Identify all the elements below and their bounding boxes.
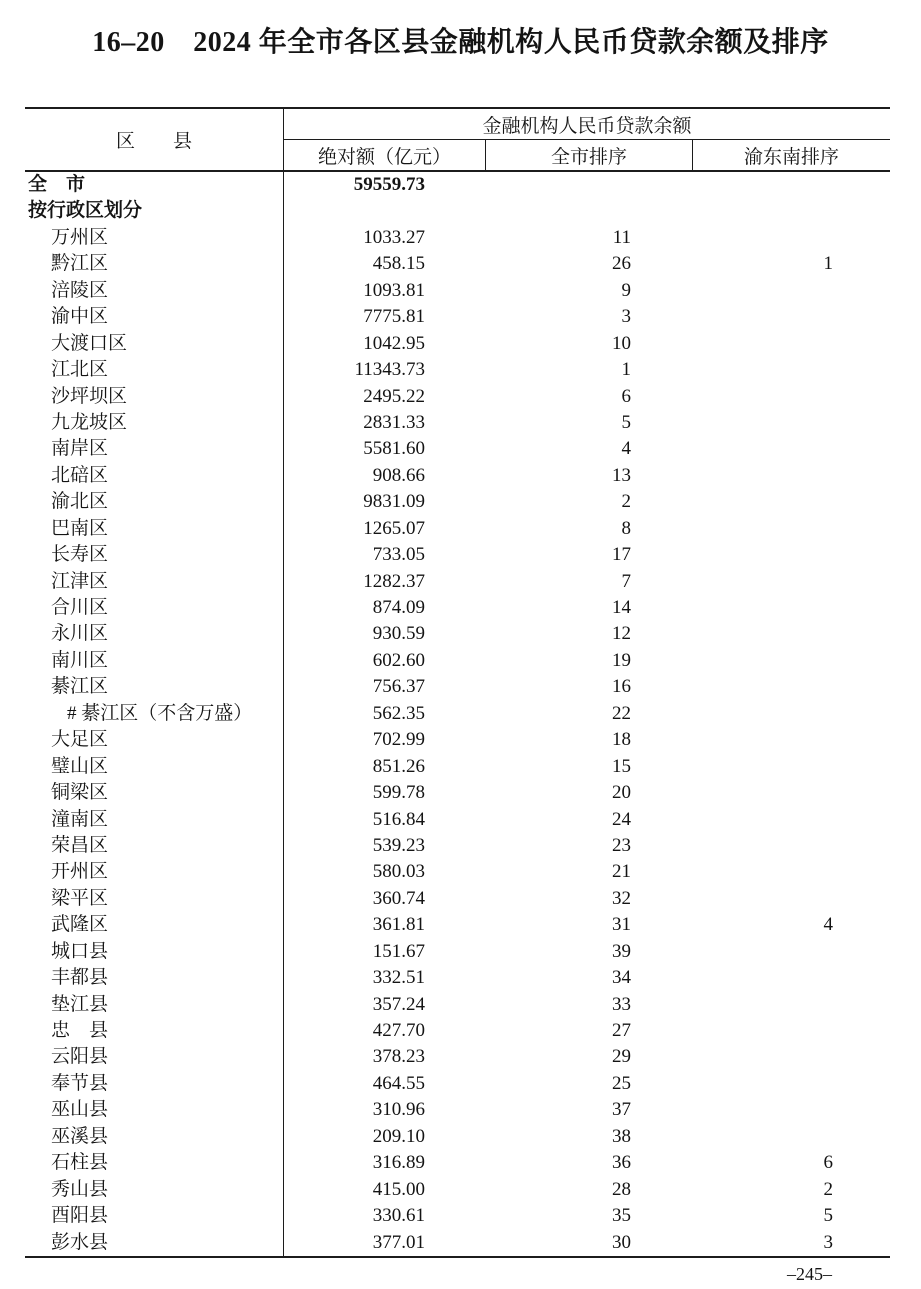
southeast-rank [693,886,890,912]
region-name: # 綦江区（不含万盛） [25,701,284,727]
citywide-rank: 27 [612,1020,631,1041]
southeast-rank [693,992,890,1018]
citywide-rank: 4 [621,438,631,460]
table-row [25,1044,890,1070]
table-row [25,595,890,621]
absolute-amount: 702.99 [372,729,425,751]
table-row [25,992,890,1018]
absolute-amount: 59559.73 [353,174,425,195]
absolute-amount: 5581.60 [363,438,425,460]
southeast-rank [693,463,890,489]
absolute-amount: 599.78 [372,782,425,804]
table-row [25,1097,890,1123]
southeast-rank [693,569,890,595]
absolute-amount: 602.60 [372,649,425,671]
southeast-rank [693,410,890,436]
region-name: 九龙坡区 [25,410,284,436]
table-row [25,489,890,515]
table-row [25,780,890,806]
absolute-amount: 562.35 [372,702,425,724]
table-row [25,357,890,383]
citywide-rank: 16 [612,676,631,698]
table-row [25,1230,890,1256]
citywide-rank: 10 [612,332,631,354]
region-name: 铜梁区 [25,780,284,806]
table-row [25,859,890,885]
region-name: 开州区 [25,859,284,885]
region-name: 酉阳县 [25,1203,284,1229]
table-row [25,198,890,224]
citywide-rank: 30 [612,1231,631,1253]
table-row [25,172,890,198]
southeast-rank [693,807,890,833]
citywide-rank: 2 [621,491,631,513]
citywide-rank: 35 [612,1205,631,1227]
region-name: 渝中区 [25,304,284,330]
southeast-rank [693,1018,890,1044]
southeast-rank: 1 [823,253,833,275]
southeast-rank [693,674,890,700]
southeast-rank [693,384,890,410]
southeast-rank [693,172,890,198]
table-row [25,701,890,727]
header-citywide-rank: 全市排序 [486,140,693,170]
absolute-amount: 539.23 [372,834,425,856]
absolute-amount: 874.09 [372,597,425,618]
southeast-rank [693,780,890,806]
region-name: 合川区 [25,595,284,621]
citywide-rank: 31 [612,914,631,936]
citywide-rank: 36 [612,1152,631,1174]
absolute-amount: 464.55 [372,1072,425,1094]
citywide-rank: 23 [612,834,631,856]
header-sub-row [284,140,890,170]
region-name: 按行政区划分 [25,198,284,224]
region-name: 綦江区 [25,674,284,700]
citywide-rank: 9 [621,279,631,301]
citywide-rank: 12 [612,623,631,645]
citywide-rank: 37 [612,1099,631,1121]
citywide-rank: 14 [612,597,631,618]
absolute-amount: 209.10 [372,1125,425,1147]
region-name: 忠 县 [25,1018,284,1044]
table-row [25,912,890,938]
southeast-rank [693,965,890,991]
table-row [25,621,890,647]
citywide-rank: 38 [612,1125,631,1147]
southeast-rank [693,595,890,621]
southeast-rank [693,1071,890,1097]
absolute-amount: 377.01 [372,1231,425,1253]
page-footer [25,1264,890,1285]
absolute-amount: 1033.27 [363,226,425,248]
region-name: 潼南区 [25,807,284,833]
table-row [25,1018,890,1044]
page-title: 16–20 2024 年全市各区县金融机构人民币贷款余额及排序 [92,27,829,58]
southeast-rank: 2 [823,1178,833,1200]
table-body [25,172,890,1256]
citywide-rank: 13 [612,464,631,486]
absolute-amount [284,198,486,224]
citywide-rank [486,172,693,198]
table-row [25,1124,890,1150]
table-row [25,727,890,753]
citywide-rank: 15 [612,755,631,777]
region-name: 大足区 [25,727,284,753]
citywide-rank: 32 [612,887,631,909]
region-name: 云阳县 [25,1044,284,1070]
region-name: 江北区 [25,357,284,383]
citywide-rank: 7 [621,570,631,592]
table-row [25,569,890,595]
table-row [25,331,890,357]
page-number: –245– [787,1263,832,1284]
table-row [25,516,890,542]
absolute-amount: 2495.22 [363,385,425,407]
region-name: 大渡口区 [25,331,284,357]
table-row [25,542,890,568]
region-name: 巫山县 [25,1097,284,1123]
citywide-rank: 26 [612,253,631,275]
region-name: 梁平区 [25,886,284,912]
header-absolute-amount: 绝对额（亿元） [284,140,486,170]
table-header [25,109,890,172]
region-name: 巫溪县 [25,1124,284,1150]
region-name: 璧山区 [25,754,284,780]
table-row [25,1177,890,1203]
southeast-rank [693,198,890,224]
southeast-rank [693,833,890,859]
absolute-amount: 733.05 [372,544,425,566]
absolute-amount: 316.89 [372,1152,425,1174]
absolute-amount: 1042.95 [363,332,425,354]
region-name: 南岸区 [25,436,284,462]
table-row [25,436,890,462]
citywide-rank: 33 [612,993,631,1015]
absolute-amount: 930.59 [372,623,425,645]
region-name: 垫江县 [25,992,284,1018]
absolute-amount: 357.24 [372,993,425,1015]
citywide-rank: 28 [612,1178,631,1200]
southeast-rank [693,357,890,383]
southeast-rank [693,727,890,753]
absolute-amount: 1093.81 [363,279,425,301]
region-name: 长寿区 [25,542,284,568]
table-row [25,754,890,780]
southeast-rank [693,516,890,542]
header-right-group [284,109,890,170]
southeast-rank [693,278,890,304]
table-row [25,965,890,991]
southeast-rank: 4 [823,914,833,936]
region-name: 涪陵区 [25,278,284,304]
absolute-amount: 1282.37 [363,570,425,592]
region-name: 石柱县 [25,1150,284,1176]
header-group-loan-balance: 金融机构人民币贷款余额 [284,109,890,140]
absolute-amount: 151.67 [372,940,425,962]
southeast-rank: 5 [823,1205,833,1227]
absolute-amount: 427.70 [372,1020,425,1041]
absolute-amount: 415.00 [372,1178,425,1200]
table-row [25,674,890,700]
citywide-rank: 5 [621,411,631,433]
citywide-rank: 1 [621,359,631,381]
citywide-rank: 19 [612,649,631,671]
region-name: 永川区 [25,621,284,647]
region-name: 沙坪坝区 [25,384,284,410]
table-row [25,278,890,304]
region-name: 北碚区 [25,463,284,489]
region-name: 黔江区 [25,251,284,277]
citywide-rank [486,198,693,224]
absolute-amount: 310.96 [372,1099,425,1121]
table-row [25,410,890,436]
citywide-rank: 11 [612,226,631,248]
region-name: 奉节县 [25,1071,284,1097]
absolute-amount: 2831.33 [363,411,425,433]
absolute-amount: 361.81 [372,914,425,936]
absolute-amount: 1265.07 [363,517,425,539]
southeast-rank [693,1124,890,1150]
region-name: 江津区 [25,569,284,595]
table-row [25,939,890,965]
absolute-amount: 458.15 [372,253,425,275]
southeast-rank [693,1097,890,1123]
southeast-rank [693,939,890,965]
southeast-rank [693,701,890,727]
region-name: 渝北区 [25,489,284,515]
table-row [25,807,890,833]
citywide-rank: 17 [612,544,631,566]
table-row [25,225,890,251]
absolute-amount: 756.37 [372,676,425,698]
table-row [25,304,890,330]
absolute-amount: 332.51 [372,967,425,989]
citywide-rank: 21 [612,861,631,883]
citywide-rank: 34 [612,967,631,989]
absolute-amount: 9831.09 [363,491,425,513]
region-name: 巴南区 [25,516,284,542]
southeast-rank [693,621,890,647]
absolute-amount: 11343.73 [354,359,425,381]
absolute-amount: 580.03 [372,861,425,883]
citywide-rank: 24 [612,808,631,830]
region-name: 秀山县 [25,1177,284,1203]
table-row [25,251,890,277]
southeast-rank [693,648,890,674]
citywide-rank: 25 [612,1072,631,1094]
table-row [25,1071,890,1097]
region-name: 丰都县 [25,965,284,991]
citywide-rank: 20 [612,782,631,804]
southeast-rank [693,331,890,357]
region-name: 城口县 [25,939,284,965]
table-row [25,833,890,859]
absolute-amount: 378.23 [372,1046,425,1068]
citywide-rank: 18 [612,729,631,751]
table-row [25,1150,890,1176]
region-name: 荣昌区 [25,833,284,859]
absolute-amount: 516.84 [372,808,425,830]
region-name: 彭水县 [25,1230,284,1256]
southeast-rank [693,489,890,515]
southeast-rank [693,542,890,568]
region-name: 全 市 [25,172,284,198]
table-row [25,648,890,674]
southeast-rank [693,304,890,330]
absolute-amount: 330.61 [372,1205,425,1227]
citywide-rank: 8 [621,517,631,539]
southeast-rank [693,859,890,885]
region-name: 万州区 [25,225,284,251]
citywide-rank: 3 [621,306,631,328]
absolute-amount: 7775.81 [363,306,425,328]
citywide-rank: 6 [621,385,631,407]
header-southeast-rank: 渝东南排序 [743,146,839,168]
header-region-county: 区 县 [25,109,284,170]
absolute-amount: 851.26 [372,755,425,777]
absolute-amount: 908.66 [372,464,425,486]
table-row [25,886,890,912]
southeast-rank [693,225,890,251]
region-name: 武隆区 [25,912,284,938]
citywide-rank: 39 [612,940,631,962]
table-row [25,463,890,489]
southeast-rank [693,754,890,780]
southeast-rank: 6 [823,1152,833,1174]
southeast-rank [693,1044,890,1070]
southeast-rank: 3 [823,1231,833,1253]
loan-balance-table [25,107,890,1258]
southeast-rank [693,436,890,462]
region-name: 南川区 [25,648,284,674]
absolute-amount: 360.74 [372,887,425,909]
citywide-rank: 29 [612,1046,631,1068]
table-row [25,1203,890,1229]
table-row [25,384,890,410]
citywide-rank: 22 [612,702,631,724]
